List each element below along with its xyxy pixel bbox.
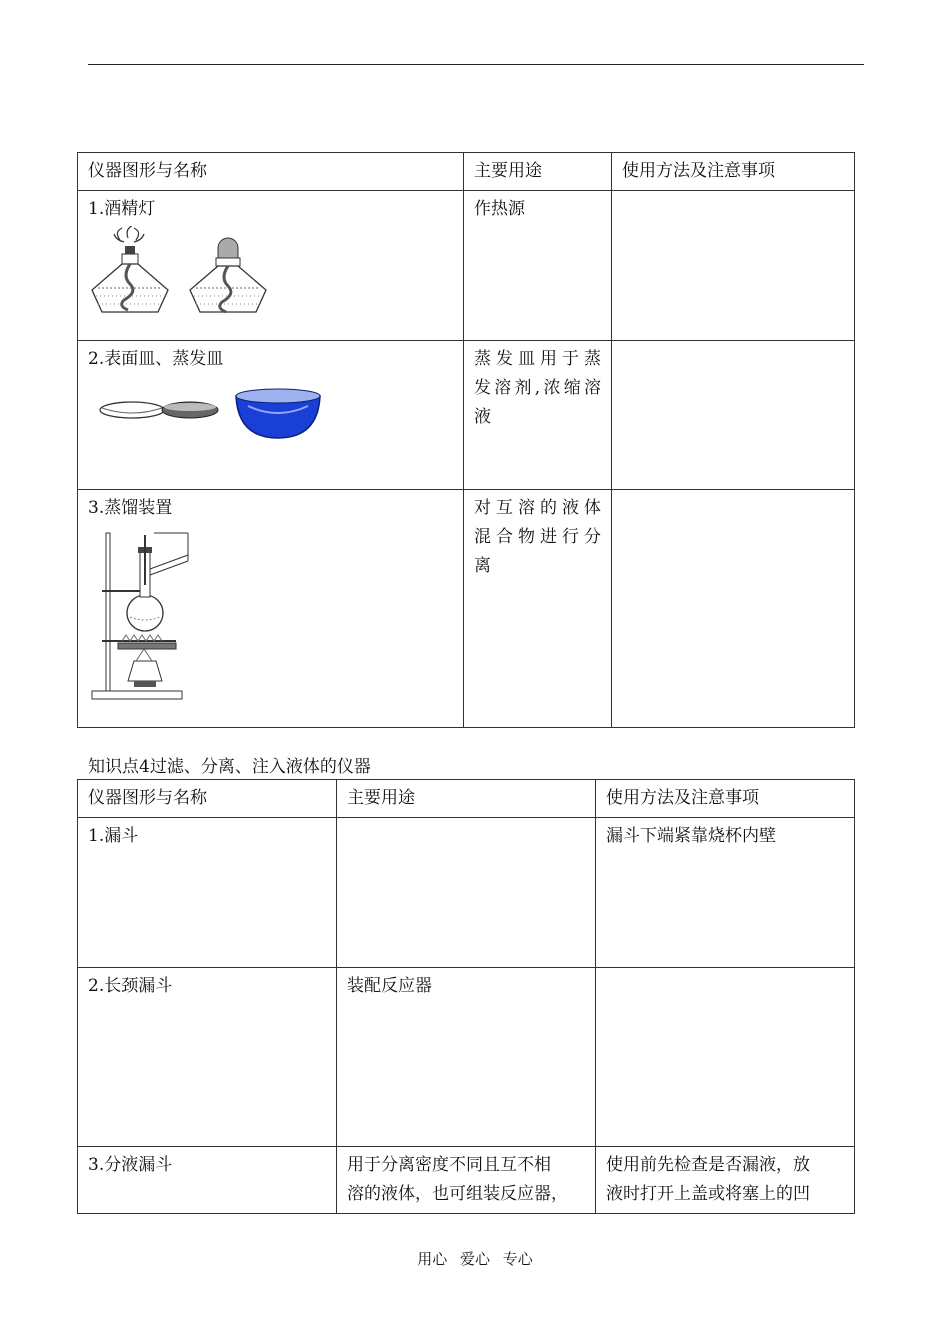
instrument-name-cell: 2.长颈漏斗: [78, 968, 337, 1147]
instrument-use-cell: 装配反应器: [337, 968, 596, 1147]
notes-line: 使用前先检查是否漏液，放: [606, 1155, 810, 1175]
instrument-notes-cell: [612, 341, 855, 490]
use-line: 用于分离密度不同且互不相: [347, 1155, 551, 1175]
table-row: [78, 191, 855, 341]
footer-text: 爱心: [459, 1250, 490, 1268]
instrument-table-1: [77, 152, 855, 728]
alcohol-lamp-icon: [88, 226, 288, 316]
section-caption: 知识点4过滤、分离、注入液体的仪器: [88, 757, 371, 777]
instrument-name: 1.酒精灯: [88, 199, 156, 219]
header-cell: 主要用途: [337, 780, 596, 818]
header-cell: 仪器图形与名称: [78, 780, 337, 818]
distillation-apparatus-icon: [88, 525, 198, 703]
use-line: 蒸发皿用于蒸: [474, 349, 601, 369]
instrument-name-cell: 1.漏斗: [78, 818, 337, 968]
instrument-notes-cell: [612, 490, 855, 728]
table-row: [78, 490, 855, 728]
instrument-use-cell: [464, 490, 612, 728]
instrument-use-cell: [337, 818, 596, 968]
use-line: 离: [474, 556, 491, 576]
header-rule: [88, 64, 864, 65]
instrument-use-cell: [464, 341, 612, 490]
use-line: 发溶剂,浓缩溶: [474, 378, 601, 398]
instrument-use-cell: [337, 1147, 596, 1214]
table-row: [78, 341, 855, 490]
instrument-notes-cell: [596, 968, 855, 1147]
table-row: [78, 1147, 855, 1214]
instrument-notes-cell: 漏斗下端紧靠烧杯内壁: [596, 818, 855, 968]
use-line: 液: [474, 407, 491, 427]
table-header-row: [78, 780, 855, 818]
table-row: [78, 968, 855, 1147]
footer-text: 用心: [417, 1250, 448, 1268]
use-line: 混合物进行分: [474, 527, 601, 547]
notes-line: 液时打开上盖或将塞上的凹: [606, 1184, 810, 1204]
use-line: 对互溶的液体: [474, 498, 601, 518]
use-line: 溶的液体，也可组装反应器，: [347, 1184, 568, 1204]
table-row: [78, 818, 855, 968]
instrument-name-cell: [78, 191, 464, 341]
instrument-notes-cell: [596, 1147, 855, 1214]
header-cell: 使用方法及注意事项: [612, 153, 855, 191]
header-cell: 使用方法及注意事项: [596, 780, 855, 818]
instrument-table-2: [77, 779, 855, 1214]
table-header-row: [78, 153, 855, 191]
page-footer: [0, 1248, 950, 1269]
header-cell: 仪器图形与名称: [78, 153, 464, 191]
instrument-name-cell: 3.分液漏斗: [78, 1147, 337, 1214]
instrument-name-cell: [78, 341, 464, 490]
instrument-notes-cell: [612, 191, 855, 341]
header-cell: 主要用途: [464, 153, 612, 191]
footer-text: 专心: [502, 1250, 533, 1268]
instrument-name: 3.蒸馏装置: [88, 498, 173, 518]
instrument-name: 2.表面皿、蒸发皿: [88, 349, 224, 369]
watch-glass-evaporating-dish-icon: [88, 376, 328, 446]
instrument-use-cell: 作热源: [464, 191, 612, 341]
instrument-name-cell: [78, 490, 464, 728]
